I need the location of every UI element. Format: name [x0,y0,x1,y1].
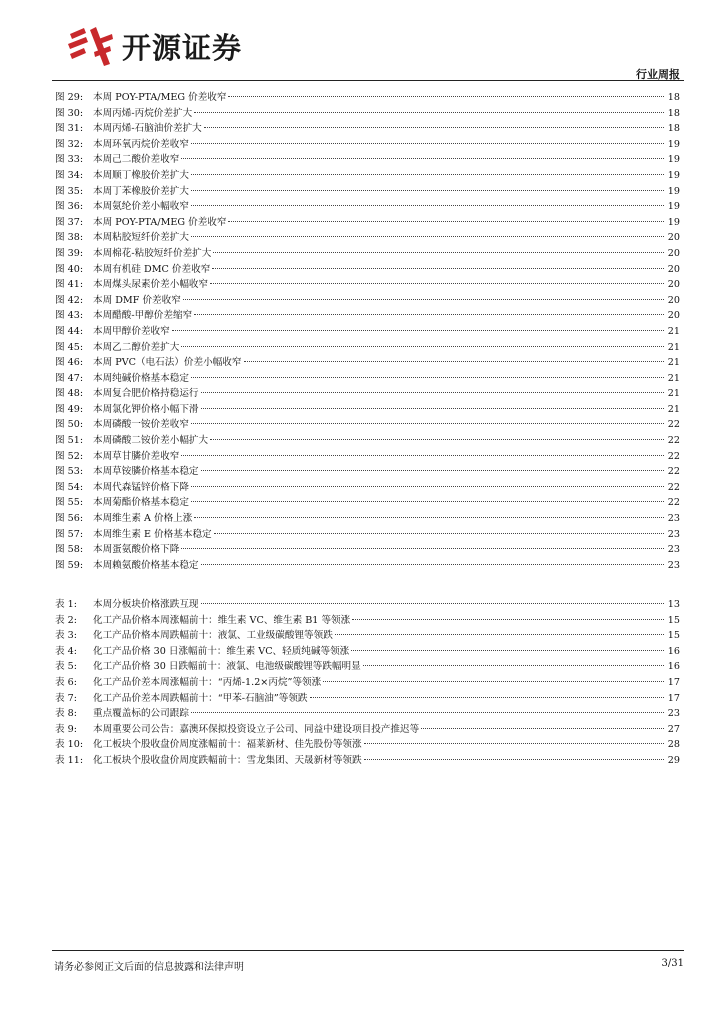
toc-entry-label: 图 30: [55,107,84,119]
toc-entry-page: 19 [667,201,680,213]
toc-dot-leader [201,470,664,471]
toc-entry-title: 化工产品价差本周涨幅前十：“丙烯-1.2×丙烷”等领涨 [93,676,322,688]
toc-entry-title: 本周草铵膦价格基本稳定 [93,466,199,478]
toc-entry-title: 本周磷酸二铵价差小幅扩大 [93,435,209,447]
figure-list-item[interactable] [55,293,680,309]
toc-entry-page: 21 [667,325,680,337]
toc-entry-title: 本周氯化钾价格小幅下滑 [93,403,199,415]
figure-list-item[interactable] [55,121,680,137]
toc-dot-leader [191,423,664,424]
toc-dot-leader [191,712,664,713]
toc-entry-label: 图 42: [55,294,84,306]
toc-entry-title: 本周 PVC（电石法）价差小幅收窄 [93,357,242,369]
toc-dot-leader [210,283,664,284]
figure-list-item[interactable] [55,464,680,480]
toc-dot-leader [421,728,664,729]
toc-entry-title: 本周丙烯-石脑油价差扩大 [93,123,202,135]
toc-entry-title: 本周代森锰锌价格下降 [93,481,189,493]
toc-dot-leader [213,252,664,253]
toc-entry-page: 20 [667,294,680,306]
table-list-item[interactable] [55,675,680,691]
figure-list-item[interactable] [55,106,680,122]
toc-entry-page: 23 [667,513,680,525]
toc-entry-label: 表 6: [55,676,77,688]
toc-dot-leader [191,190,664,191]
toc-entry-label: 表 4: [55,645,77,657]
toc-dot-leader [352,619,664,620]
toc-entry-page: 19 [667,216,680,228]
figure-list-item[interactable] [55,308,680,324]
toc-entry-label: 图 54: [55,481,84,493]
toc-entry-title: 化工产品价格 30 日跌幅前十：液氯、电池级碳酸锂等跌幅明显 [93,661,361,673]
toc-dot-leader [191,377,664,378]
toc-entry-page: 22 [667,450,680,462]
toc-entry-page: 20 [667,279,680,291]
toc-entry-title: 化工产品价格本周跌幅前十：液氯、工业级碳酸锂等领跌 [93,630,333,642]
toc-dot-leader [364,759,664,760]
toc-entry-label: 图 39: [55,247,84,259]
toc-entry-page: 22 [667,481,680,493]
toc-dot-leader [194,314,664,315]
toc-entry-label: 图 34: [55,169,84,181]
toc-entry-page: 23 [667,544,680,556]
toc-entry-page: 20 [667,310,680,322]
toc-entry-page: 27 [667,723,680,735]
figure-list-item[interactable] [55,495,680,511]
toc-entry-title: 本周醋酸-甲醇价差缩窄 [93,310,193,322]
toc-entry-page: 23 [667,559,680,571]
toc-entry-title: 化工产品价格本周涨幅前十：维生素 VC、维生素 B1 等领涨 [93,614,351,626]
toc-entry-title: 本周维生素 A 价格上涨 [93,513,193,525]
table-list-item[interactable] [55,613,680,629]
figure-list-item[interactable] [55,246,680,262]
toc-entry-title: 本周顺丁橡胶价差扩大 [93,169,189,181]
toc-entry-label: 表 8: [55,708,77,720]
toc-entry-page: 18 [667,107,680,119]
toc-dot-leader [310,697,664,698]
figure-list-item[interactable] [55,184,680,200]
figure-list-item[interactable] [55,511,680,527]
toc-entry-page: 20 [667,232,680,244]
toc-dot-leader [191,205,664,206]
page-header [52,20,684,82]
toc-entry-page: 19 [667,169,680,181]
figure-list-item[interactable] [55,480,680,496]
toc-entry-label: 图 47: [55,372,84,384]
toc-entry-label: 图 38: [55,232,84,244]
table-list-item[interactable] [55,644,680,660]
toc-dot-leader [363,665,664,666]
toc-dot-leader [191,143,664,144]
toc-entry-page: 23 [667,708,680,720]
toc-entry-page: 18 [667,92,680,103]
toc-entry-label: 图 33: [55,154,84,166]
figure-list-item[interactable] [55,386,680,402]
toc-entry-label: 图 50: [55,419,84,431]
toc-entry-label: 图 46: [55,357,84,369]
toc-dot-leader [210,439,664,440]
company-logo [66,24,242,68]
toc-entry-label: 图 49: [55,403,84,415]
figure-list-item[interactable] [55,558,680,574]
toc-entry-label: 图 29: [55,92,84,103]
toc-entry-title: 本周赖氨酸价格基本稳定 [93,559,199,571]
table-list-item[interactable] [55,597,680,613]
disclaimer-text: 请务必参阅正文后面的信息披露和法律声明 [54,962,244,973]
toc-entry-label: 表 3: [55,630,77,642]
toc-entry-label: 表 9: [55,723,77,735]
toc-dot-leader [214,533,664,534]
toc-entry-page: 22 [667,497,680,509]
toc-entry-label: 图 36: [55,201,84,213]
figure-list-item[interactable] [55,542,680,558]
toc-dot-leader [194,517,664,518]
figure-list-item[interactable] [55,90,680,106]
toc-dot-leader [228,221,664,222]
toc-dot-leader [323,681,664,682]
toc-entry-label: 图 52: [55,450,84,462]
toc-dot-leader [191,501,664,502]
toc-entry-label: 图 35: [55,185,84,197]
figure-list-item[interactable] [55,215,680,231]
table-list-item[interactable] [55,737,680,753]
footer-divider [52,950,684,951]
toc-entry-page: 22 [667,419,680,431]
toc-entry-page: 18 [667,123,680,135]
header-divider [52,80,684,81]
toc-entry-title: 本周菊酯价格基本稳定 [93,497,189,509]
figure-list-item[interactable] [55,168,680,184]
toc-entry-title: 本周煤头尿素价差小幅收窄 [93,279,209,291]
toc-entry-page: 23 [667,528,680,540]
toc-entry-page: 19 [667,154,680,166]
toc-entry-page: 21 [667,341,680,353]
toc-dot-leader [201,603,664,604]
table-list-item[interactable] [55,659,680,675]
toc-entry-label: 表 1: [55,599,77,610]
toc-dot-leader [172,330,664,331]
toc-entry-title: 本周分板块价格涨跌互现 [93,599,199,610]
page-number: 3/31 [661,958,684,969]
toc-dot-leader [204,127,664,128]
toc-entry-page: 21 [667,357,680,369]
toc-entry-page: 29 [667,754,680,766]
toc-entry-title: 本周乙二醇价差扩大 [93,341,180,353]
table-list-item[interactable] [55,628,680,644]
figure-list-item[interactable] [55,417,680,433]
toc-dot-leader [191,236,664,237]
toc-entry-label: 图 40: [55,263,84,275]
figure-list-item[interactable] [55,355,680,371]
toc-entry-label: 图 55: [55,497,84,509]
toc-entry-title: 本周纯碱价格基本稳定 [93,372,189,384]
toc-dot-leader [181,158,664,159]
toc-entry-page: 17 [667,692,680,704]
toc-dot-leader [191,174,664,175]
toc-entry-title: 本周蛋氨酸价格下降 [93,544,180,556]
toc-dot-leader [181,455,664,456]
toc-entry-page: 19 [667,185,680,197]
toc-dot-leader [201,408,664,409]
toc-entry-label: 图 45: [55,341,84,353]
toc-entry-page: 28 [667,739,680,751]
toc-entry-label: 图 44: [55,325,84,337]
toc-dot-leader [335,634,664,635]
toc-entry-title: 重点覆盖标的公司跟踪 [93,708,189,720]
toc-entry-label: 图 59: [55,559,84,571]
toc-entry-page: 15 [667,614,680,626]
toc-entry-label: 图 41: [55,279,84,291]
toc-entry-label: 图 58: [55,544,84,556]
toc-entry-title: 本周有机硅 DMC 价差收窄 [93,263,211,275]
toc-entry-label: 图 32: [55,138,84,150]
toc-dot-leader [201,392,664,393]
toc-entry-page: 22 [667,466,680,478]
table-list-item[interactable] [55,691,680,707]
toc-entry-label: 图 51: [55,435,84,447]
toc-dot-leader [191,486,664,487]
table-list [55,597,680,769]
toc-entry-page: 21 [667,372,680,384]
toc-entry-label: 图 43: [55,310,84,322]
toc-entry-page: 16 [667,661,680,673]
toc-entry-page: 15 [667,630,680,642]
toc-entry-title: 化工产品价格 30 日涨幅前十：维生素 VC、轻质纯碱等领涨 [93,645,350,657]
logo-text: 开源证券 [122,30,243,65]
toc-dot-leader [183,299,664,300]
toc-entry-title: 本周粘胶短纤价差扩大 [93,232,189,244]
toc-entry-title: 化工产品价差本周跌幅前十：“甲苯-石脑油”等领跌 [93,692,308,704]
toc-entry-page: 22 [667,435,680,447]
table-list-item[interactable] [55,722,680,738]
toc-entry-title: 化工板块个股收盘价周度跌幅前十：雪龙集团、天晟新材等领跌 [93,754,362,766]
toc-entry-title: 本周甲醇价差收窄 [93,325,170,337]
toc-entry-title: 本周丙烯-丙烷价差扩大 [93,107,193,119]
toc-entry-page: 17 [667,676,680,688]
toc-entry-title: 本周 POY-PTA/MEG 价差收窄 [93,216,227,228]
toc-entry-page: 21 [667,403,680,415]
toc-entry-label: 表 11: [55,754,84,766]
figure-list-item[interactable] [55,433,680,449]
toc-dot-leader [194,112,664,113]
toc-entry-title: 本周维生素 E 价格基本稳定 [93,528,212,540]
toc-entry-page: 19 [667,138,680,150]
toc-entry-title: 本周氨纶价差小幅收窄 [93,201,189,213]
toc-entry-page: 21 [667,388,680,400]
toc-entry-label: 图 53: [55,466,84,478]
toc-entry-title: 本周磷酸一铵价差收窄 [93,419,189,431]
figure-list-item[interactable] [55,152,680,168]
toc-dot-leader [201,564,664,565]
toc-entry-title: 本周草甘膦价差收窄 [93,450,180,462]
toc-entry-page: 13 [667,599,680,610]
toc-dot-leader [244,361,665,362]
kaiyuan-logo-icon [66,24,114,68]
toc-dot-leader [181,346,664,347]
figure-list-item[interactable] [55,371,680,387]
toc-entry-title: 本周环氧丙烷价差收窄 [93,138,189,150]
table-list-item[interactable] [55,706,680,722]
toc-entry-title: 本周 DMF 价差收窄 [93,294,181,306]
toc-dot-leader [212,268,664,269]
toc-entry-title: 本周 POY-PTA/MEG 价差收窄 [93,92,227,103]
toc-dot-leader [364,743,664,744]
toc-dot-leader [351,650,664,651]
report-type: 行业周报 [636,68,680,81]
page-footer [52,950,684,973]
toc-entry-label: 图 37: [55,216,84,228]
figure-list-item[interactable] [55,199,680,215]
toc-entry-label: 图 56: [55,513,84,525]
toc-dot-leader [228,96,664,97]
toc-dot-leader [181,548,664,549]
figure-list-item[interactable] [55,340,680,356]
figure-list-item[interactable] [55,527,680,543]
table-list-item[interactable] [55,753,680,769]
toc-entry-title: 本周己二酸价差收窄 [93,154,180,166]
figure-list-item[interactable] [55,137,680,153]
figure-list-item[interactable] [55,262,680,278]
toc-entry-page: 20 [667,247,680,259]
figure-list [55,90,680,573]
toc-entry-title: 本周重要公司公告：嘉澳环保拟投资设立子公司、同益中建设项目投产推迟等 [93,723,420,735]
toc-entry-title: 本周棉花-粘胶短纤价差扩大 [93,247,212,259]
toc-entry-page: 16 [667,645,680,657]
toc-entry-title: 本周复合肥价格持稳运行 [93,388,199,400]
toc-entry-title: 化工板块个股收盘价周度涨幅前十：福莱新材、佳先股份等领涨 [93,739,362,751]
figure-list-item[interactable] [55,277,680,293]
toc-entry-page: 20 [667,263,680,275]
toc-entry-label: 图 48: [55,388,84,400]
figure-list-item[interactable] [55,230,680,246]
toc-entry-title: 本周丁苯橡胶价差扩大 [93,185,189,197]
toc-entry-label: 图 31: [55,123,84,135]
toc-entry-label: 表 5: [55,661,77,673]
toc-entry-label: 表 10: [55,739,84,751]
toc-entry-label: 表 2: [55,614,77,626]
toc-entry-label: 图 57: [55,528,84,540]
figure-list-item[interactable] [55,449,680,465]
toc-entry-label: 表 7: [55,692,77,704]
figure-list-item[interactable] [55,324,680,340]
figure-list-item[interactable] [55,402,680,418]
